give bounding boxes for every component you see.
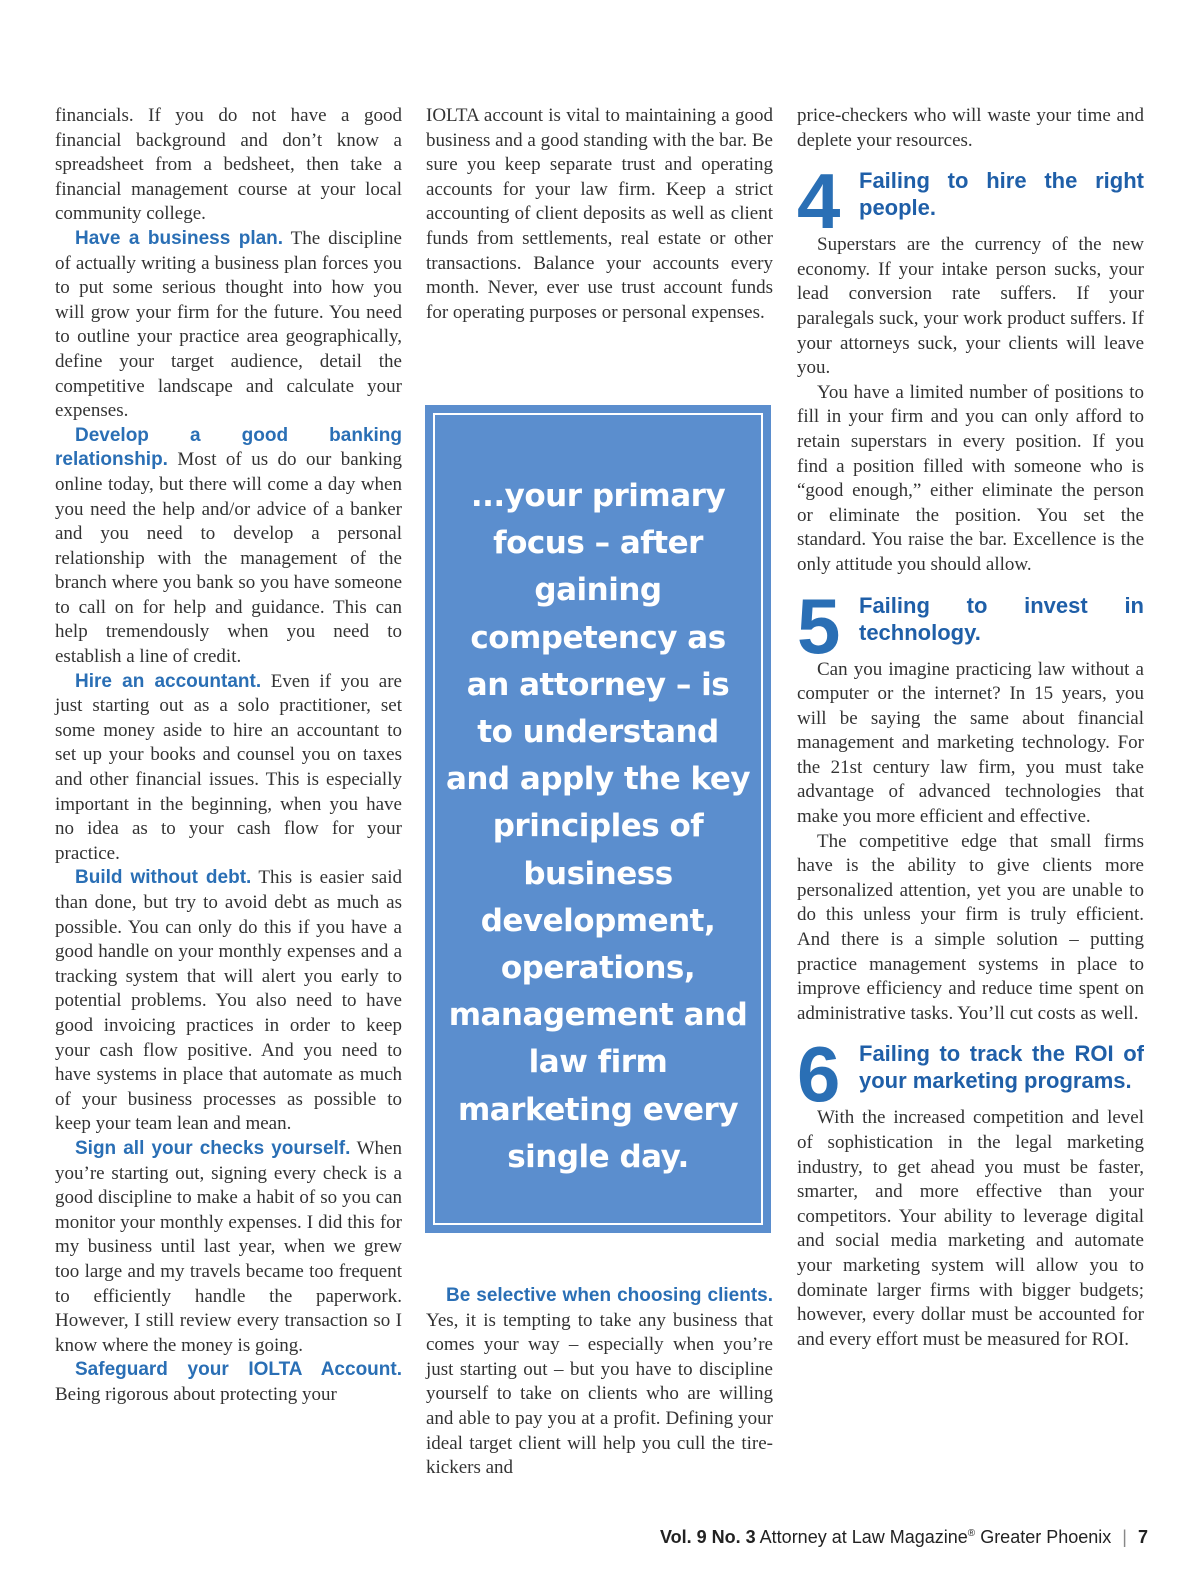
paragraph-body: Being rigorous about protecting your — [55, 1383, 337, 1405]
paragraph — [55, 1358, 402, 1407]
paragraph — [55, 670, 402, 867]
section-number: 6 — [797, 1030, 841, 1119]
paragraph: Superstars are the currency of the new economy. If your intake person sucks, your lead conversion rate suffers. If your paralegals suck, your work product suffers. If your attorneys suck, your clients will leave you. — [797, 234, 1144, 379]
column-3 — [797, 104, 1144, 1352]
footer-volume: Vol. 9 No. 3 — [659, 1527, 756, 1547]
paragraph-body: Yes, it is tempting to take any business that comes your way – especially when you’re just starting out – but you have to discipline yourself to take on clients who are willing and able to pay you at a profit. Defining your ideal target client will help you cull the tire-kickers and — [426, 1309, 773, 1479]
section-title: Failing to invest in technology. — [859, 592, 1144, 645]
paragraph-body: Most of us do our banking online today, but there will come a day when you need the help and/or advice of a banker and you need to develop a personal relationship with the management of the branch where you bank so you have someone to call on for help and guidance. This can help tremendously when you need to establish a line of credit. — [55, 449, 402, 668]
column-1 — [55, 104, 402, 1407]
paragraph-body: Even if you are just starting out as a solo practitioner, set some money aside to hire an accountant to set up your books and counsel you on taxes and other financial issues. This is especially important in the beginning, when you have no idea as to your cash flow for your practice. — [55, 670, 402, 864]
footer-separator: | — [1122, 1527, 1127, 1547]
section-title: Failing to hire the right people. — [859, 168, 1144, 221]
paragraph-lead: Safeguard your IOLTA Account. — [75, 1359, 402, 1381]
paragraph-lead: Have a business plan. — [75, 227, 284, 249]
footer-edition: Greater Phoenix — [980, 1527, 1112, 1547]
paragraph-body: This is easier said than done, but try to avoid debt as much as possible. You can only do this if you have a good handle on your monthly expenses and a tracking system that will alert you early to potential problems. You also need to have good invoicing practices in order to keep your cash flow positive. And you need to have systems in place that automate as much of your business processes as possible to keep your team lean and mean. — [55, 867, 403, 1135]
section-number: 5 — [797, 581, 841, 670]
paragraph: IOLTA account is vital to maintaining a good business and a good standing with the bar. Be sure you keep separate trust and operating accounts for your law firm. Keep a strict accounting of client deposits as well as client funds from settlements, real estate or other transactions. Balance your accounts every month. Never, ever use trust account funds for operating purposes or personal expenses. — [426, 105, 773, 323]
page-number: 7 — [1137, 1527, 1148, 1547]
paragraph-lead: Build without debt. — [75, 867, 252, 889]
paragraph — [55, 227, 402, 424]
paragraph-body: The discipline of actually writing a business plan forces you to put some serious thought into how you will grow your firm for the future. You need to outline your practice area geographically, define your target audience, detail the competitive landscape and calculate your expenses. — [55, 227, 402, 422]
paragraph — [426, 1284, 773, 1481]
paragraph-lead: Be selective when choosing clients. — [446, 1285, 773, 1306]
pull-quote-text: ...your primary focus – after gaining competency as an attorney – is to understand and apply the key principles of business development, operations, management and law firm marketing every single day. — [445, 478, 751, 1175]
paragraph-lead: Sign all your checks yourself. — [75, 1137, 351, 1159]
paragraph — [55, 1137, 402, 1358]
column-2-bottom — [426, 1284, 773, 1481]
paragraph-lead: Hire an accountant. — [75, 670, 262, 692]
paragraph: financials. If you do not have a good financial background and don’t know a spreadsheet from a bedsheet, then take a financial management course at your local community college. — [55, 105, 402, 225]
paragraph: price-checkers who will waste your time and deplete your resources. — [797, 105, 1144, 151]
column-2-top — [426, 104, 773, 325]
paragraph — [55, 866, 402, 1137]
paragraph: With the increased competition and level of sophistication in the legal marketing industry, to get ahead you must be faster, smarter, and more effective than your competitors. Your ability to leverage digital and social media marketing and automate your marketing system will allow you to dominate larger firms with bigger budgets; however, every dollar must be accounted for and every effort must be measured for ROI. — [797, 1107, 1144, 1350]
section-heading-4 — [797, 157, 1144, 246]
section-number: 4 — [797, 157, 841, 246]
paragraph: The competitive edge that small firms have is the ability to give clients more personalized attention, yet you are unable to do this unless your firm is truly efficient. And there is a simple solution – putting practice management systems in place to improve efficiency and reduce time spent on administrative tasks. You’ll cut costs as well. — [797, 830, 1144, 1024]
paragraph — [55, 424, 402, 670]
section-heading-6 — [797, 1030, 1144, 1119]
pull-quote — [425, 405, 771, 1233]
page-footer — [660, 1527, 1148, 1548]
footer-magazine: Attorney at Law Magazine — [759, 1527, 968, 1547]
paragraph-lead: Develop a good banking relationship. — [55, 424, 402, 471]
section-title: Failing to track the ROI of your marketing programs. — [859, 1041, 1144, 1094]
section-heading-5 — [797, 581, 1144, 670]
paragraph-body: When you’re starting out, signing every check is a good discipline to make a habit of so you can monitor your monthly expenses. I did this for my business until last year, when we grew too large and my travels became too frequent to efficiently handle the paperwork. However, I still review every transaction so I know where the money is going. — [55, 1137, 402, 1356]
paragraph: You have a limited number of positions to fill in your firm and you can only afford to retain superstars in every position. If you find a position filled with someone who is “good enough,” either eliminate the person or eliminate the position. You set the standard. You raise the bar. Excellence is the only attitude you should allow. — [797, 381, 1144, 575]
paragraph: Can you imagine practicing law without a computer or the internet? In 15 years, you will be saying the same about financial management and marketing technology. For the 21st century law firm, you must take advantage of advanced technologies that make you more efficient and effective. — [797, 658, 1144, 828]
registered-mark: ® — [967, 1528, 976, 1539]
